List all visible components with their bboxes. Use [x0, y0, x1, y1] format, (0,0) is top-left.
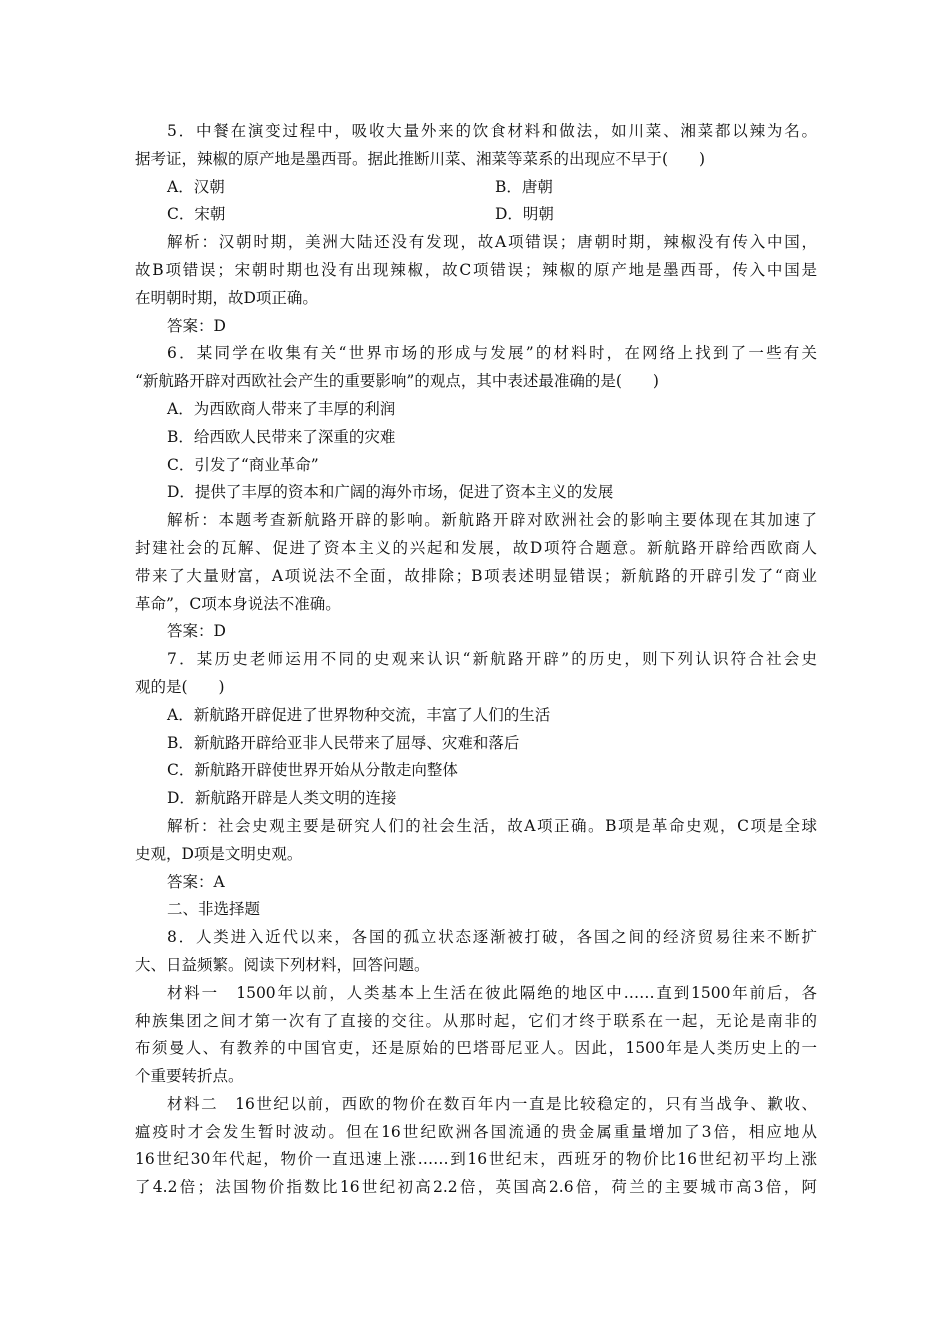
q6-option-c: C．引发了“商业革命”: [167, 455, 319, 474]
q7-option-d: D．新航路开辟是人类文明的连接: [167, 789, 397, 808]
q5-answer: 答案：D: [167, 316, 226, 335]
q6-stem-line-2: “新航路开辟对西欧社会产生的重要影响”的观点，其中表述最准确的是( ): [135, 372, 659, 391]
q8-material2-line-1: 材料二 16世纪以前，西欧的物价在数百年内一直是比较稳定的，只有当战争、歉收、: [167, 1094, 817, 1113]
q5-options-row-2: [135, 201, 817, 229]
document-page: [135, 118, 817, 1202]
q7-stem-line-2: 观的是( ): [135, 677, 225, 696]
q5-option-c: C．宋朝: [167, 205, 226, 224]
q6-stem-line-1: 6．某同学在收集有关“世界市场的形成与发展”的材料时，在网络上找到了一些有关: [167, 344, 817, 363]
q5-analysis-line-3: 在明朝时期，故D项正确。: [135, 288, 318, 307]
q6-answer: 答案：D: [167, 622, 226, 641]
q7-option-c: C．新航路开辟使世界开始从分散走向整体: [167, 761, 458, 780]
q7-answer: 答案：A: [167, 872, 225, 891]
q7-stem-line-1: 7．某历史老师运用不同的史观来认识“新航路开辟”的历史，则下列认识符合社会史: [167, 650, 817, 669]
q5-analysis-line-2: 故B项错误；宋朝时期也没有出现辣椒，故C项错误；辣椒的原产地是墨西哥，传入中国是: [135, 260, 817, 279]
section-heading: 二、非选择题: [167, 900, 261, 919]
q6-option-d: D．提供了丰厚的资本和广阔的海外市场，促进了资本主义的发展: [167, 483, 614, 502]
q6-option-a: A．为西欧商人带来了丰厚的利润: [167, 399, 396, 418]
q6-analysis-line-2: 封建社会的瓦解、促进了资本主义的兴起和发展，故D项符合题意。新航路开辟给西欧商人: [135, 538, 817, 557]
q5-option-d: D．明朝: [495, 205, 554, 224]
q8-material2-line-4: 了4.2倍；法国物价指数比16世纪初高2.2倍，英国高2.6倍，荷兰的主要城市高3倍，阿: [135, 1178, 817, 1197]
q8-material1-line-1: 材料一 1500年以前，人类基本上生活在彼此隔绝的地区中……直到1500年前后，各: [167, 983, 817, 1002]
q6-analysis-line-4: 革命”，C项本身说法不准确。: [135, 594, 341, 613]
q5-option-a: A．汉朝: [167, 177, 225, 196]
q7-option-b: B．新航路开辟给亚非人民带来了屈辱、灾难和落后: [167, 733, 520, 752]
q8-stem-line-1: 8．人类进入近代以来，各国的孤立状态逐渐被打破，各国之间的经济贸易往来不断扩: [167, 928, 817, 947]
q7-option-a: A．新航路开辟促进了世界物种交流，丰富了人们的生活: [167, 705, 551, 724]
q6-analysis-line-3: 带来了大量财富，A项说法不全面，故排除；B项表述明显错误；新航路的开辟引发了“商业: [135, 566, 817, 585]
q8-material2-line-2: 瘟疫时才会发生暂时波动。但在16世纪欧洲各国流通的贵金属重量增加了3倍，相应地从: [135, 1122, 817, 1141]
q5-stem-line-1: 5．中餐在演变过程中，吸收大量外来的饮食材料和做法，如川菜、湘菜都以辣为名。: [167, 122, 817, 140]
q8-material1-line-4: 个重要转折点。: [135, 1067, 244, 1086]
q5-option-b: B．唐朝: [495, 177, 553, 196]
q7-analysis-line-1: 解析：社会史观主要是研究人们的社会生活，故A项正确。B项是革命史观，C项是全球: [167, 816, 817, 835]
q8-material1-line-2: 种族集团之间才第一次有了直接的交往。从那时起，它们才终于联系在一起，无论是南非的: [135, 1011, 817, 1030]
q5-options-row-1: [135, 174, 817, 202]
q7-analysis-line-2: 史观，D项是文明史观。: [135, 844, 303, 863]
q6-analysis-line-1: 解析：本题考查新航路开辟的影响。新航路开辟对欧洲社会的影响主要体现在其加速了: [167, 511, 817, 530]
q5-stem-line-2: 据考证，辣椒的原产地是墨西哥。据此推断川菜、湘菜等菜系的出现应不早于( ): [135, 149, 706, 168]
q8-material1-line-3: 布须曼人、有教养的中国官吏，还是原始的巴塔哥尼亚人。因此，1500年是人类历史上的一: [135, 1039, 817, 1058]
q6-option-b: B．给西欧人民带来了深重的灾难: [167, 427, 396, 446]
q5-analysis-line-1: 解析：汉朝时期，美洲大陆还没有发现，故A项错误；唐朝时期，辣椒没有传入中国，: [167, 233, 817, 252]
q8-material2-line-3: 16世纪30年代起，物价一直迅速上涨……到16世纪末，西班牙的物价比16世纪初平均上涨: [135, 1150, 817, 1169]
q8-stem-line-2: 大、日益频繁。阅读下列材料，回答问题。: [135, 955, 430, 974]
